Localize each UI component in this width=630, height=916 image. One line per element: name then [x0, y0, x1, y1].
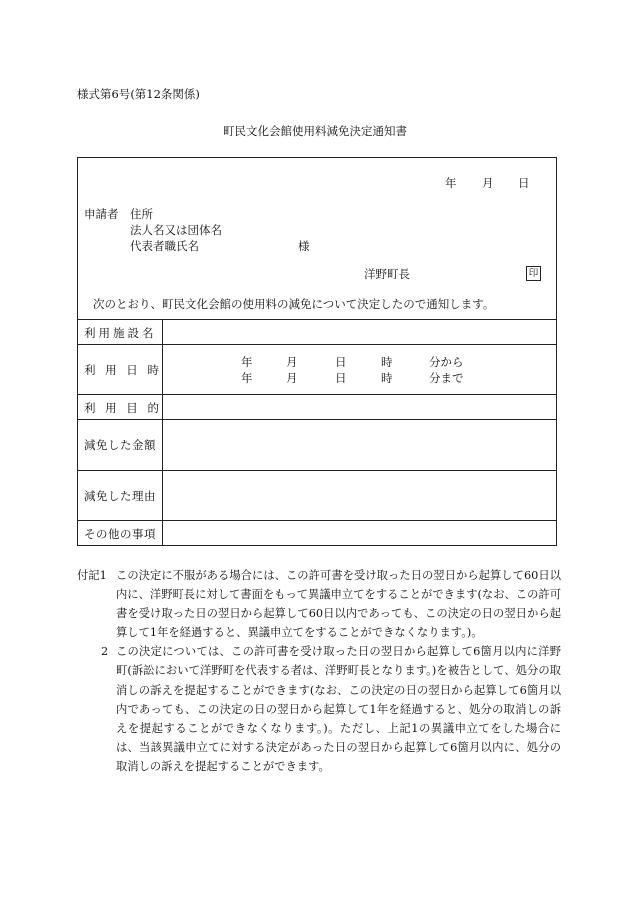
facility-label: 利用施設名	[84, 326, 157, 340]
honorific: 様	[298, 239, 310, 253]
from-hour-unit: 時	[381, 355, 393, 369]
row-divider	[78, 419, 556, 420]
to-month-unit: 月	[286, 371, 298, 385]
date-day-label: 日	[518, 176, 530, 190]
date-month-label: 月	[482, 176, 494, 190]
row-divider	[78, 470, 556, 471]
from-year-unit: 年	[241, 355, 253, 369]
applicant-org-label: 法人名又は団体名	[130, 223, 222, 237]
other-label: その他の事項	[84, 527, 156, 541]
notice-form-frame	[77, 157, 557, 546]
note-label: 付記1	[77, 569, 107, 582]
row-divider	[78, 520, 556, 521]
seal-mark: 印	[526, 266, 541, 281]
note-item	[77, 642, 561, 776]
row-divider	[78, 394, 556, 395]
to-year-unit: 年	[241, 371, 253, 385]
note-text: この決定に不服がある場合には、この許可書を受け取った日の翌日から起算して60日以内に、洋野町長に対して書面をもって異議申立てをすることができます(なお、この許可書を受け取った日の翌日から起算して60日以内であっても、この決定の日の翌日から起算して1年を経過すると、異議申立てをすることができなくなります。)。	[116, 569, 561, 640]
applicant-rep-label: 代表者職氏名	[130, 239, 199, 253]
supplementary-notes	[77, 566, 561, 776]
intro-text: 次のとおり、町民文化会館の使用料の減免について決定したので通知します。	[93, 297, 495, 311]
note-item	[77, 566, 561, 642]
issuer-title: 洋野町長	[364, 267, 410, 281]
note-text: この決定については、この許可書を受け取った日の翌日から起算して6箇月以内に洋野町(訴訟において洋野町を代表する者は、洋野町長となります。)を被告として、処分の取消しの訴えを提起することができます(なお、この決定の日の翌日から起算して6箇月以内であっても、この決定の日の翌日から起算して1年を経過すると、処分の取消しの訴えを提起することができなくなります。)。ただし、上記1の異議申立てをした場合には、当該異議申立てに対する決定があった日の翌日から起算して6箇月以内に、処分の取消しの訴えを提起することができます。	[116, 645, 561, 773]
form-number: 様式第6号(第12条関係)	[77, 87, 200, 101]
to-hour-unit: 時	[381, 371, 393, 385]
from-minute-unit: 分から	[429, 355, 464, 369]
column-divider	[162, 319, 163, 546]
note-label: 2	[101, 645, 109, 659]
row-divider	[78, 344, 556, 345]
to-minute-unit: 分まで	[429, 371, 464, 385]
purpose-label: 利 用 目 的	[84, 401, 162, 415]
document-title: 町民文化会館使用料減免決定通知書	[223, 124, 407, 138]
to-day-unit: 日	[335, 371, 347, 385]
applicant-address-label: 住所	[130, 207, 153, 221]
applicant-label: 申請者	[84, 207, 119, 221]
date-year-label: 年	[445, 176, 457, 190]
amount-label: 減免した金額	[84, 438, 156, 452]
from-month-unit: 月	[286, 355, 298, 369]
datetime-label: 利 用 日 時	[84, 363, 162, 377]
reason-label: 減免した理由	[84, 489, 156, 503]
from-day-unit: 日	[335, 355, 347, 369]
row-divider	[78, 319, 556, 320]
